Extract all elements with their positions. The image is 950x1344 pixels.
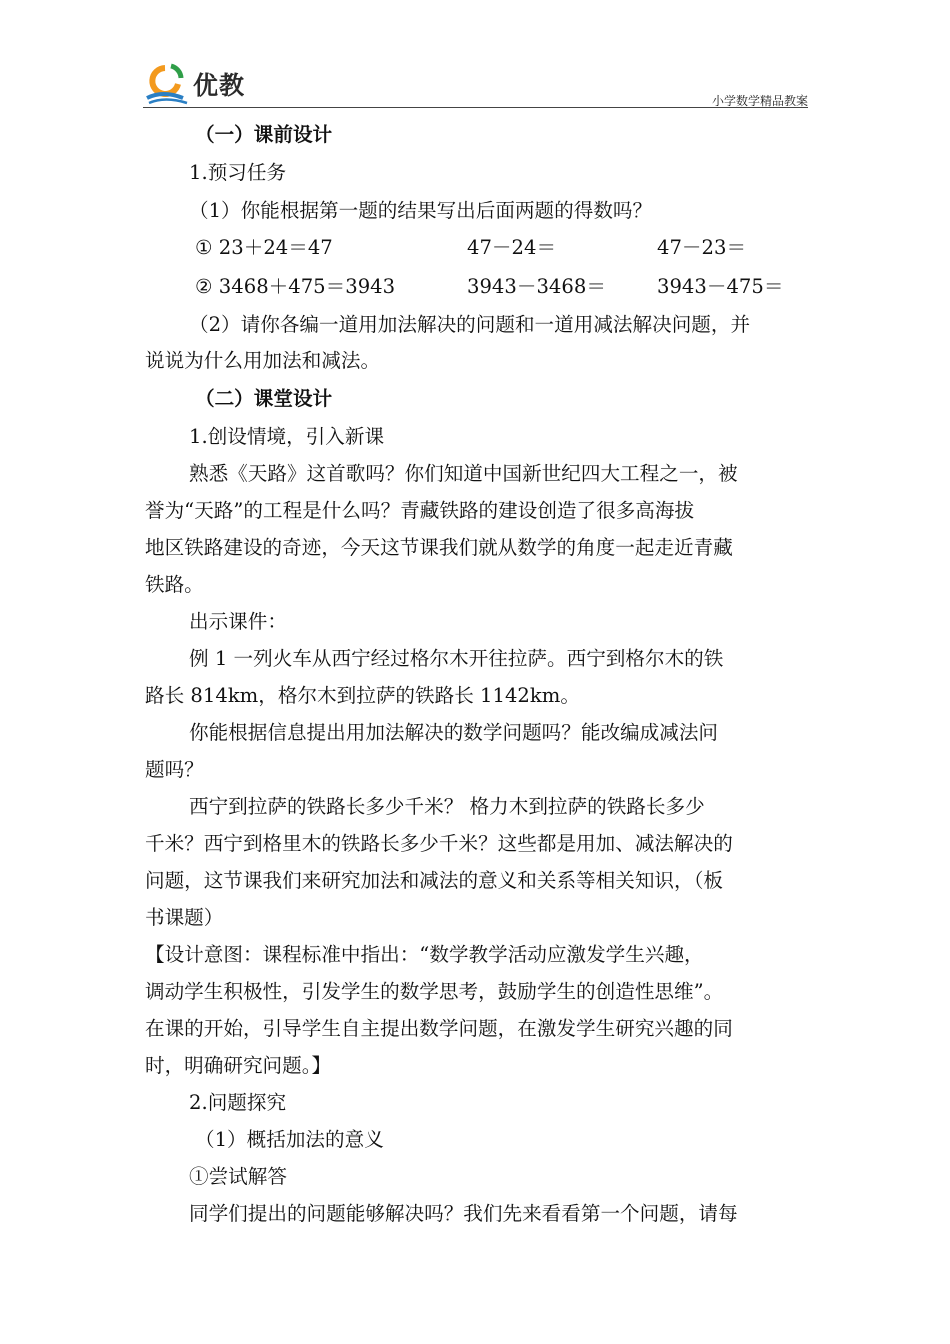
equation: 3943－475＝ (657, 275, 784, 298)
paragraph-line: 熟悉《天路》这首歌吗？你们知道中国新世纪四大工程之一，被 (189, 462, 738, 485)
header-divider (143, 107, 808, 108)
paragraph-line: 誉为“天路”的工程是什么吗？青藏铁路的建设创造了很多高海拔 (145, 499, 695, 522)
paragraph-line: 千米？西宁到格里木的铁路长多少千米？这些都是用加、减法解决的 (145, 832, 733, 855)
section-heading: （一）课前设计 (195, 123, 333, 146)
equation: 3943－3468＝ (467, 275, 606, 298)
subheading: 2.问题探究 (189, 1091, 287, 1114)
equation: ① 23＋24＝47 (195, 236, 333, 259)
paragraph-line: 西宁到拉萨的铁路长多少千米？ 格力木到拉萨的铁路长多少 (189, 795, 705, 818)
paragraph-line: 问题，这节课我们来研究加法和减法的意义和关系等相关知识，（板 (145, 869, 724, 892)
logo-icon (143, 62, 195, 106)
paragraph-line: 同学们提出的问题能够解决吗？我们先来看看第一个问题，请每 (189, 1202, 738, 1225)
paragraph-line: 例 1 一列火车从西宁经过格尔木开往拉萨。西宁到格尔木的铁 (189, 647, 724, 670)
equation: 47－24＝ (467, 236, 557, 259)
paragraph-line: 在课的开始，引导学生自主提出数学问题，在激发学生研究兴趣的同 (145, 1017, 733, 1040)
paragraph-line: 时，明确研究问题。】 (145, 1054, 332, 1077)
paragraph-line: 出示课件： (189, 610, 287, 633)
paragraph-line: 铁路。 (145, 573, 204, 596)
equation-row (195, 230, 815, 266)
paragraph-line: 路长 814km，格尔木到拉萨的铁路长 1142km。 (145, 684, 580, 707)
logo-text: 优教 (193, 71, 246, 100)
paragraph-line: 【设计意图：课程标准中指出：“数学教学活动应激发学生兴趣， (145, 943, 704, 966)
paragraph-line: 地区铁路建设的奇迹，今天这节课我们就从数学的角度一起走近青藏 (145, 536, 733, 559)
subheading: （1）概括加法的意义 (195, 1128, 384, 1151)
paragraph-line: 说说为什么用加法和减法。 (145, 349, 381, 372)
subheading: ①尝试解答 (189, 1165, 287, 1188)
equation-row (195, 269, 815, 305)
paragraph-line: 书课题） (145, 906, 224, 929)
section-heading: （二）课堂设计 (195, 387, 333, 410)
equation: ② 3468＋475＝3943 (195, 275, 396, 298)
equation: 47－23＝ (657, 236, 747, 259)
question: （1）你能根据第一题的结果写出后面两题的得数吗？ (189, 199, 653, 222)
paragraph-line: 你能根据信息提出用加法解决的数学问题吗？能改编成减法问 (189, 721, 719, 744)
logo (143, 62, 273, 106)
paragraph-line: 调动学生积极性，引发学生的数学思考，鼓励学生的创造性思维”。 (145, 980, 724, 1003)
paragraph-line: 题吗？ (145, 758, 204, 781)
page-header (143, 62, 808, 108)
paragraph-line: （2）请你各编一道用加法解决的问题和一道用减法解决问题，并 (189, 313, 751, 336)
header-subtitle: 小学数学精品教案 (711, 94, 808, 108)
subheading: 1.创设情境，引入新课 (189, 425, 385, 448)
subheading: 1.预习任务 (189, 161, 287, 184)
